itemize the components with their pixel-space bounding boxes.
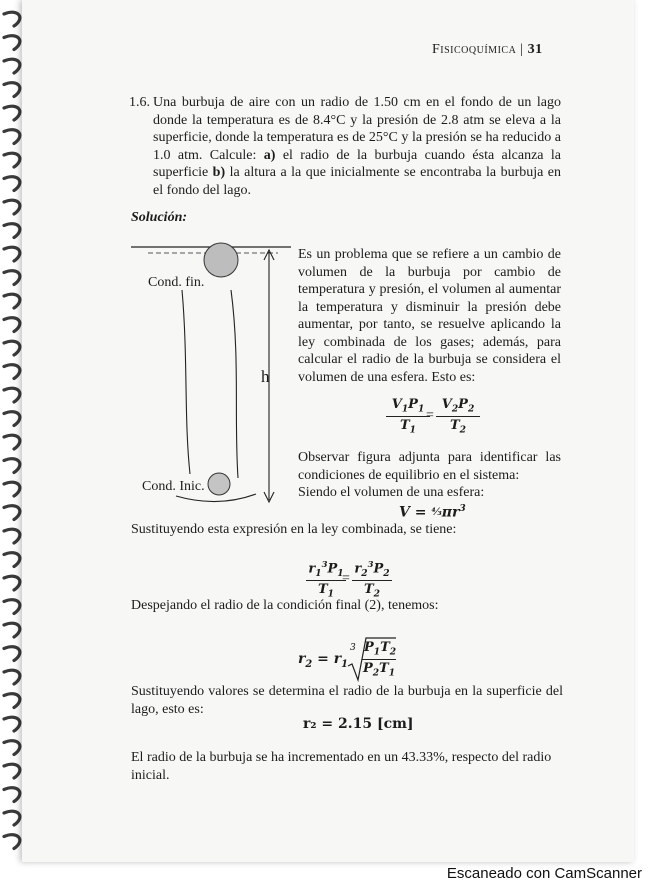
spiral-ring [4,130,20,144]
spiral-ring [4,529,20,543]
spiral-ring [4,435,20,449]
part-b-text: la altura a la que inicialmente se encontraba la burbuja en el fondo del lago. [153,165,562,198]
spiral-ring [4,835,20,849]
result-formula: r₂ = 2.15 [cm] [303,716,414,732]
spiral-ring [4,294,20,308]
solution-label: Solución: [131,210,188,225]
part-a-text: el radio de la burbuja cuando ésta alcanza la superficie [153,147,561,180]
spiral-ring [4,764,20,778]
page-number: 31 [527,42,543,57]
values-text: Sustituyendo valores se determina el radio de la burbuja en la superficie del lago, esto es: [131,684,563,717]
spiral-ring [4,12,20,26]
spiral-ring [4,717,20,731]
radius-law-left: $\frac{r_1^3P_1}{T_1}$ [306,559,346,600]
equals-sign-1: = [426,408,434,423]
spiral-ring [4,788,20,802]
problem-statement [131,94,561,199]
spiral-ring [4,36,20,50]
combined-law-right: $\frac{V_2P_2}{T_2}$ [436,397,480,435]
sphere-volume-formula: $V = ^4⁄_3\pi r^3$ [399,503,466,521]
substitute-text: Sustituyendo esta expresión en la ley combinada, se tiene: [131,522,457,537]
spiral-ring [4,200,20,214]
spiral-ring [4,388,20,402]
label-cond-initial: Cond. Inic. [142,479,205,494]
camscanner-watermark: Escaneado con CamScanner [446,865,642,882]
radius-formula-left: $r_2 = r_1$ [298,651,348,670]
spiral-ring [4,576,20,590]
spiral-ring [4,459,20,473]
problem-text: Una burbuja de aire con un radio de 1.50 cm en el fondo de un lago donde la temperatura es de 8.4°C y la presión de 2.8 atm se eleva a la superficie, donde la temperatura es de 25°C y la presión se ha reducido a 1.0 atm. Calcule: [153,95,561,163]
spiral-ring [4,106,20,120]
part-b-label: b) [212,165,226,180]
conclusion-text: El radio de la burbuja se ha incrementado en un 43.33%, respecto del radio inicial. [131,750,552,783]
spiral-ring [4,177,20,191]
label-cond-final: Cond. fin. [148,275,205,290]
sphere-intro: Siendo el volumen de una esfera: [298,485,485,500]
solve-text: Despejando el radio de la condición final (2), tenemos: [131,598,439,613]
spiral-ring [4,647,20,661]
radius-law-right: $\frac{r_2^3P_2}{T_2}$ [352,559,392,600]
spiral-ring [4,271,20,285]
equals-sign-2: = [342,571,350,586]
spiral-ring [4,600,20,614]
header-title: Fisicoquímica [432,42,517,57]
spiral-ring [4,670,20,684]
problem-number: 1.6. [129,95,150,110]
svg-text:3: 3 [350,643,356,653]
page-header [432,42,543,58]
spiral-ring [4,341,20,355]
explanation-paragraph: Es un problema que se refiere a un cambio de volumen de la burbuja por cambio de temperatura y presión, el volumen al aumentar la temperatura y disminuir la presión debe aumentar, por tanto, se resuelve aplicando la ley combinada de los gases; además, para calcular el radio de la burbuja se considera el volumen de una esfera. Esto es: [298,247,561,385]
spiral-ring [4,482,20,496]
bubble-initial [208,473,230,495]
spiral-ring [4,694,20,708]
part-a-label: a) [263,147,276,163]
spiral-ring [4,553,20,567]
combined-law-left: $\frac{V_1P_1}{T_1}$ [386,397,430,435]
spiral-ring [4,247,20,261]
spiral-ring [4,318,20,332]
spiral-ring [4,365,20,379]
spiral-ring [4,83,20,97]
spiral-ring [4,224,20,238]
spiral-ring [4,412,20,426]
spiral-ring [4,506,20,520]
spiral-ring [4,59,20,73]
bubble-final [204,243,238,277]
spiral-ring [4,623,20,637]
label-height: h [261,367,270,386]
spiral-ring [4,741,20,755]
observe-paragraph: Observar figura adjunta para identificar las condiciones de equilibrio en el sistema: [298,450,561,483]
radius-formula-fraction: $\frac{P_1T_2}{P_2T_1}$ [362,640,397,679]
header-separator: | [520,42,524,57]
spiral-ring [4,811,20,825]
spiral-ring [4,153,20,167]
